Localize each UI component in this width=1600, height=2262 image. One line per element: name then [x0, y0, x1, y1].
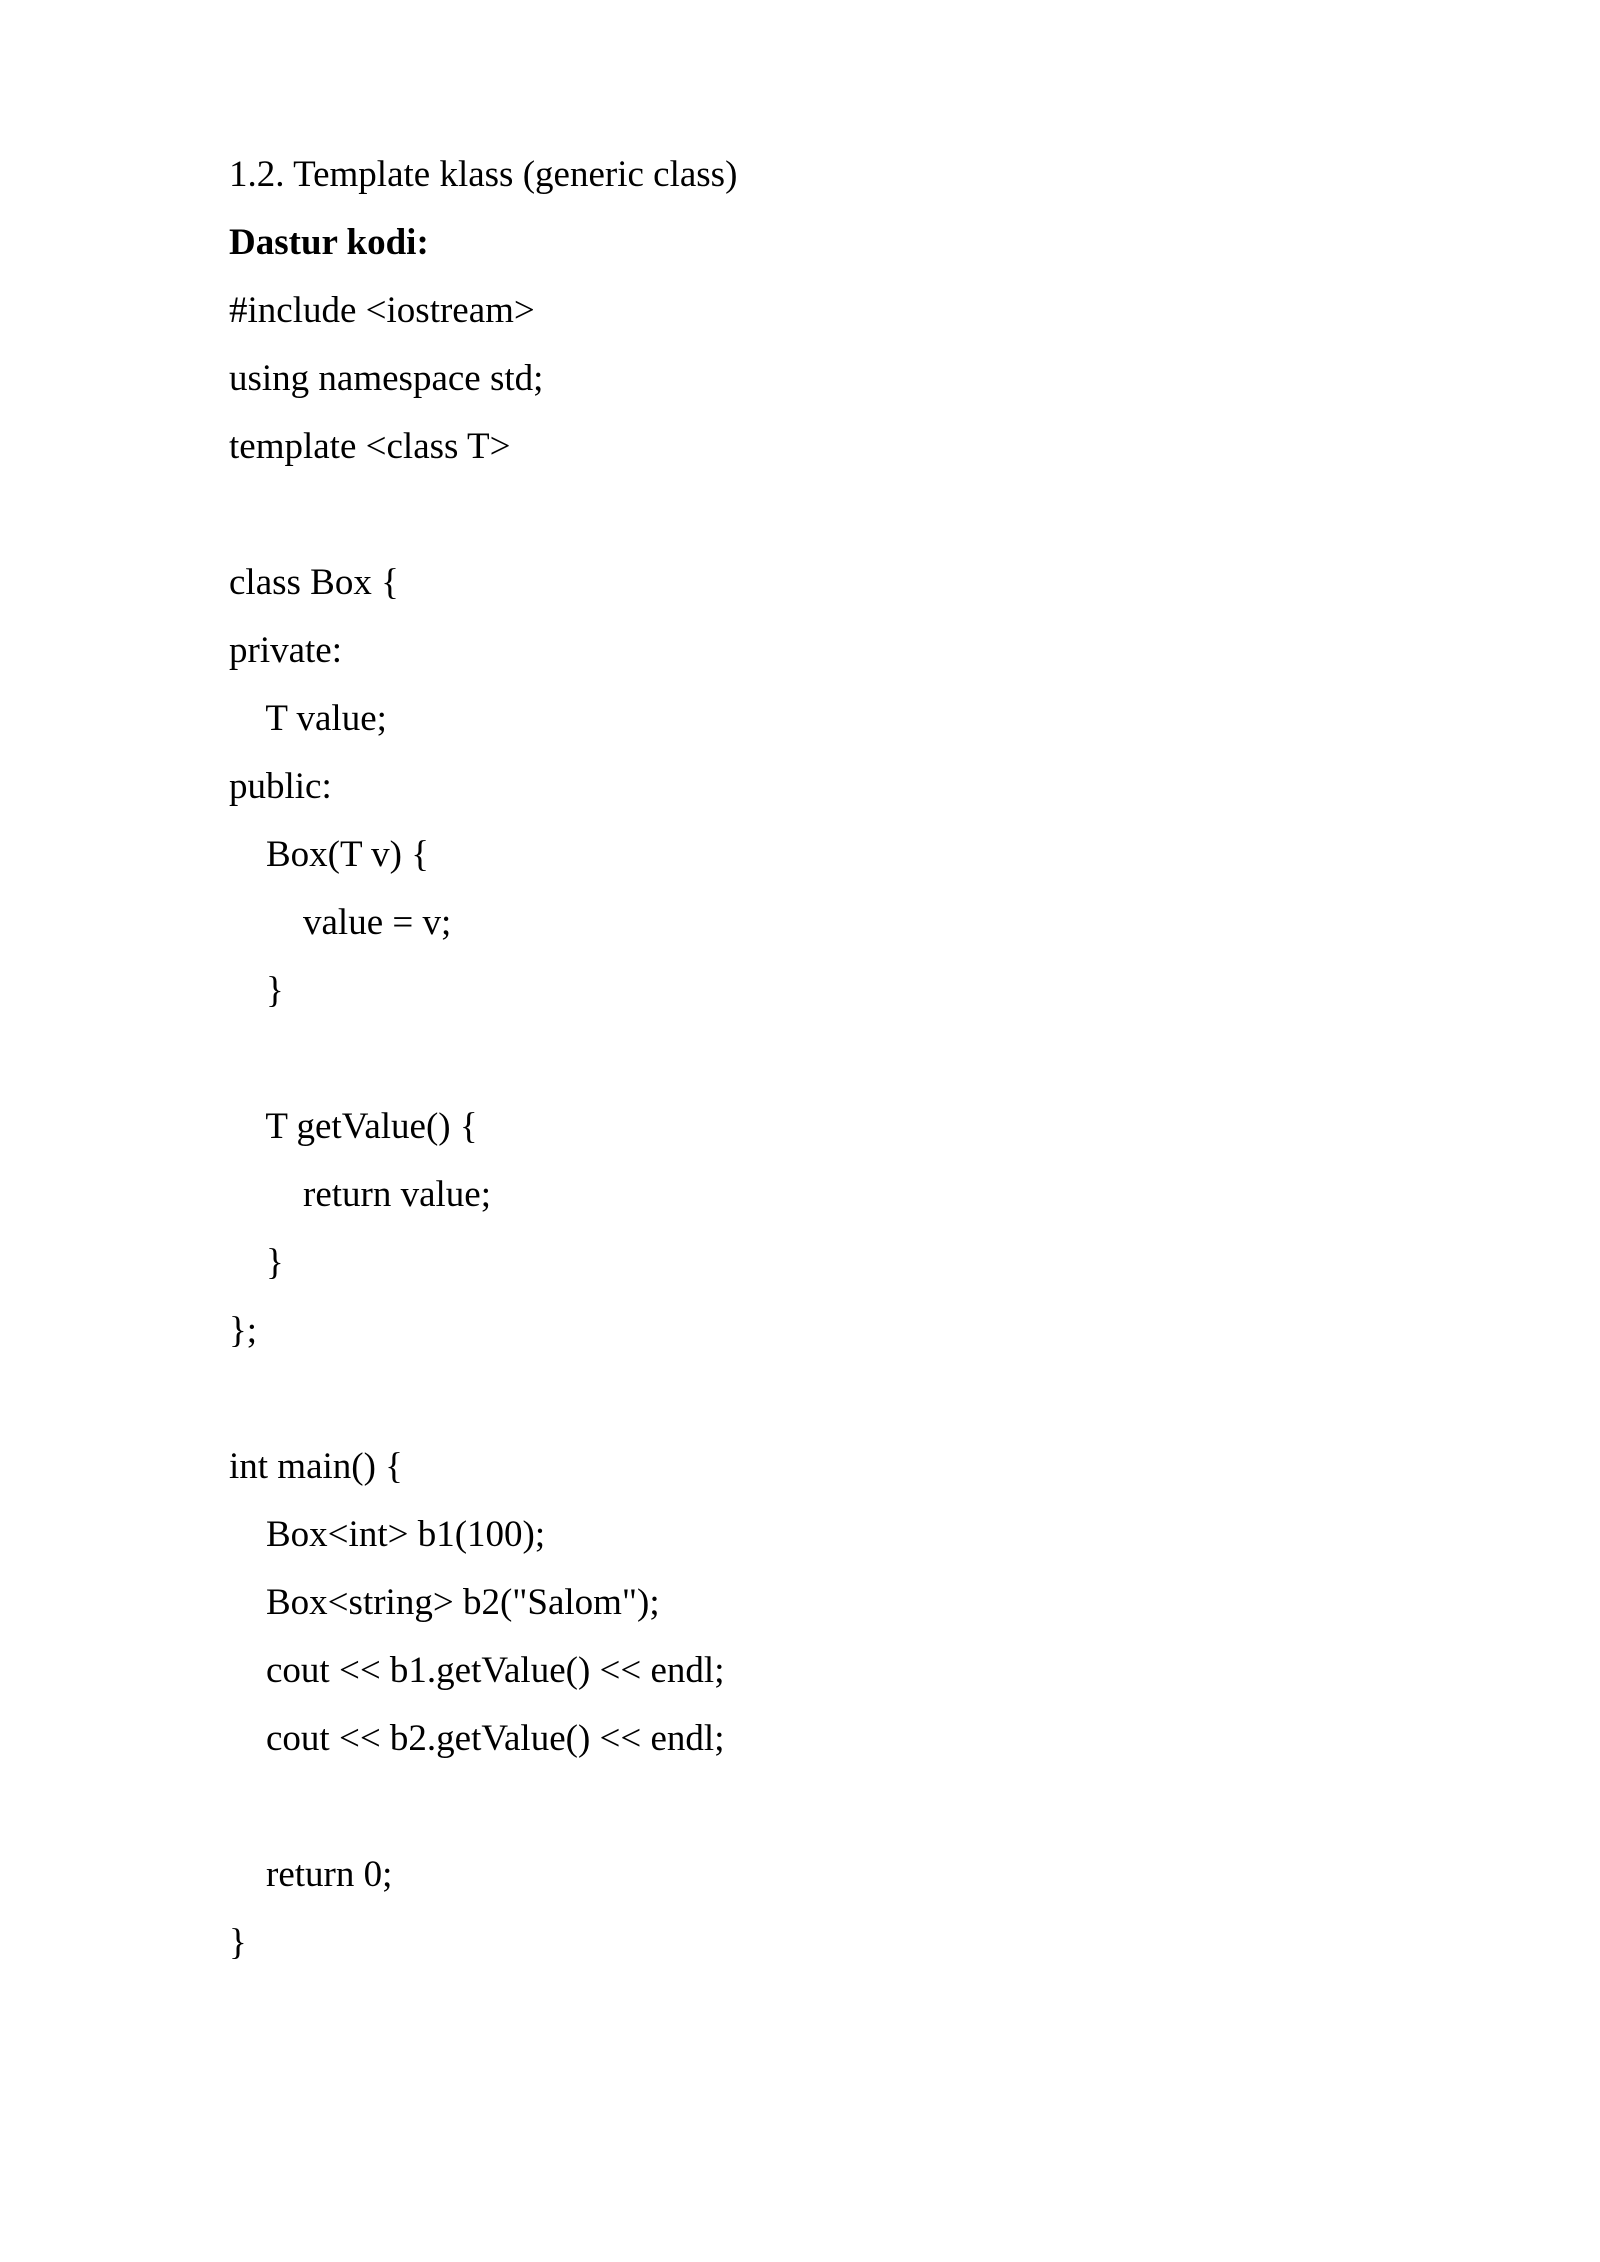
section-heading: 1.2. Template klass (generic class) [229, 154, 738, 195]
code-line: Box<string> b2("Salom"); [229, 1582, 660, 1623]
code-line: } [229, 1242, 284, 1283]
code-line: T value; [229, 698, 387, 739]
code-label: Dastur kodi: [229, 222, 429, 263]
code-line: }; [229, 1310, 258, 1351]
code-line: return 0; [229, 1854, 393, 1895]
code-line: template <class T> [229, 426, 511, 467]
code-line: int main() { [229, 1446, 403, 1487]
code-line: Box<int> b1(100); [229, 1514, 546, 1555]
code-line: T getValue() { [229, 1106, 478, 1147]
code-line: value = v; [229, 902, 452, 943]
code-line: private: [229, 630, 343, 671]
code-line: return value; [229, 1174, 491, 1215]
code-line: public: [229, 766, 332, 807]
code-line: using namespace std; [229, 358, 544, 399]
code-line: } [229, 1922, 247, 1963]
code-line: #include <iostream> [229, 290, 535, 331]
code-line: cout << b1.getValue() << endl; [229, 1650, 725, 1691]
code-line: cout << b2.getValue() << endl; [229, 1718, 725, 1759]
code-line: class Box { [229, 562, 399, 603]
code-line: Box(T v) { [229, 834, 430, 875]
code-line: } [229, 970, 284, 1011]
